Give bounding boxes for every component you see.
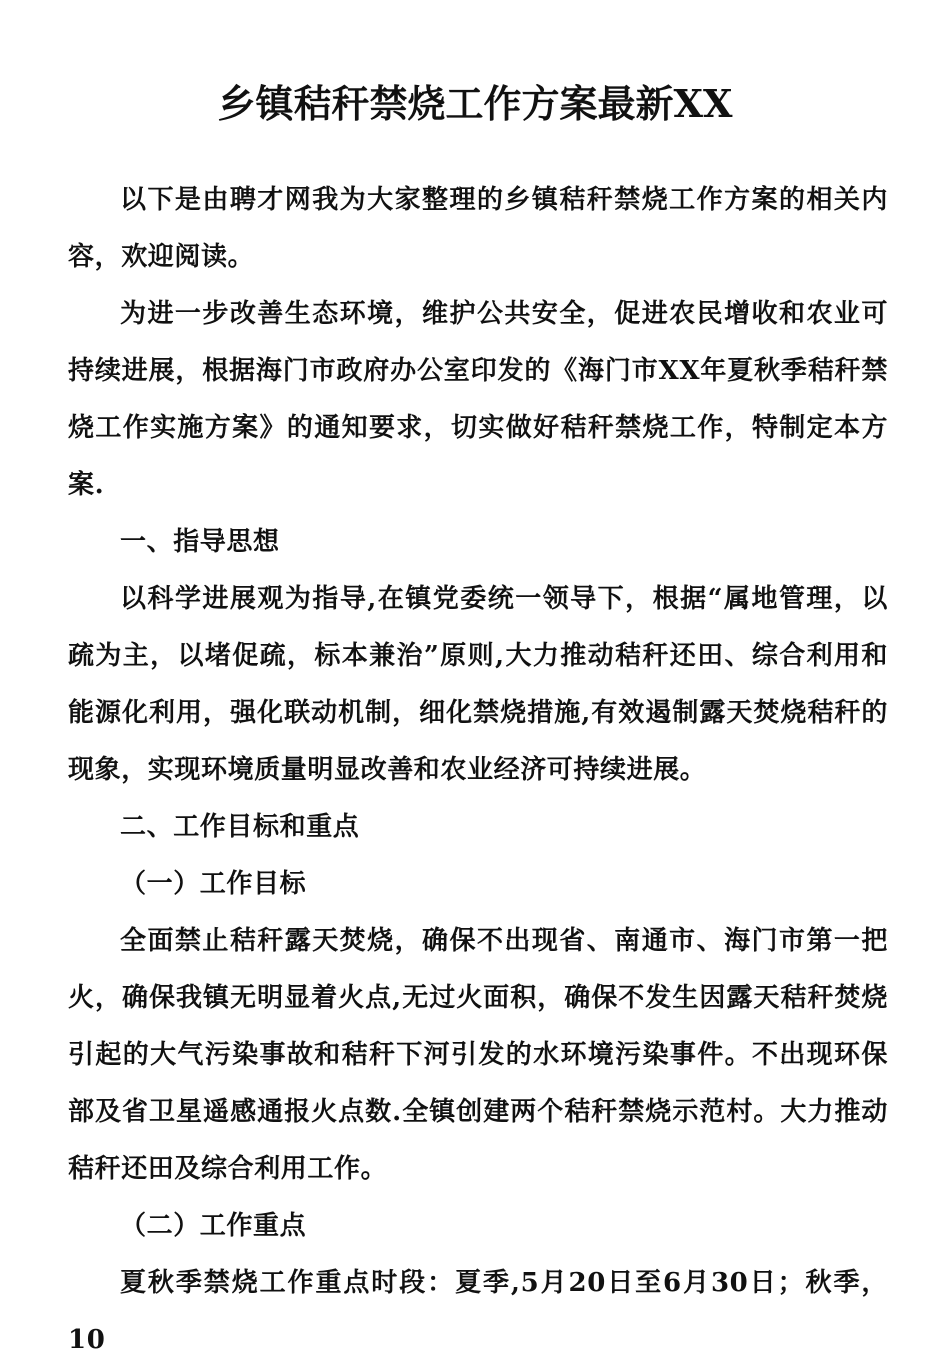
subheading-work-goals: （一）工作目标	[120, 869, 307, 899]
document-body	[68, 172, 888, 1369]
paragraph-work-priorities: 夏秋季禁烧工作重点时段：夏季,5月20日至6月30日；秋季，10	[68, 1268, 888, 1355]
subheading-work-priorities: （二）工作重点	[120, 1211, 307, 1241]
paragraph-purpose: 为进一步改善生态环境，维护公共安全，促进农民增收和农业可持续进展，根据海门市政府办公室印发的《海门市XX年夏秋季秸秆禁烧工作实施方案》的通知要求，切实做好秸秆禁烧工作，特制定本方案.	[68, 299, 888, 500]
paragraph-work-goals: 全面禁止秸秆露天焚烧，确保不出现省、南通市、海门市第一把火，确保我镇无明显着火点,无过火面积，确保不发生因露天秸秆焚烧引起的大气污染事故和秸秆下河引发的水环境污染事件。不出现环保部及省卫星遥感通报火点数.全镇创建两个秸秆禁烧示范村。大力推动秸秆还田及综合利用工作。	[68, 926, 888, 1184]
paragraph-intro: 以下是由聘才网我为大家整理的乡镇秸秆禁烧工作方案的相关内容，欢迎阅读。	[68, 185, 888, 272]
heading-guiding-ideology: 一、指导思想	[120, 527, 280, 557]
document-title: 乡镇秸秆禁烧工作方案最新XX	[217, 81, 733, 126]
paragraph-guiding-ideology: 以科学进展观为指导,在镇党委统一领导下，根据“属地管理，以疏为主，以堵促疏，标本兼治”原则,大力推动秸秆还田、综合利用和能源化利用，强化联动机制，细化禁烧措施,有效遏制露天焚烧秸秆的现象，实现环境质量明显改善和农业经济可持续进展。	[68, 584, 888, 785]
heading-goals-and-priorities: 二、工作目标和重点	[120, 812, 360, 842]
